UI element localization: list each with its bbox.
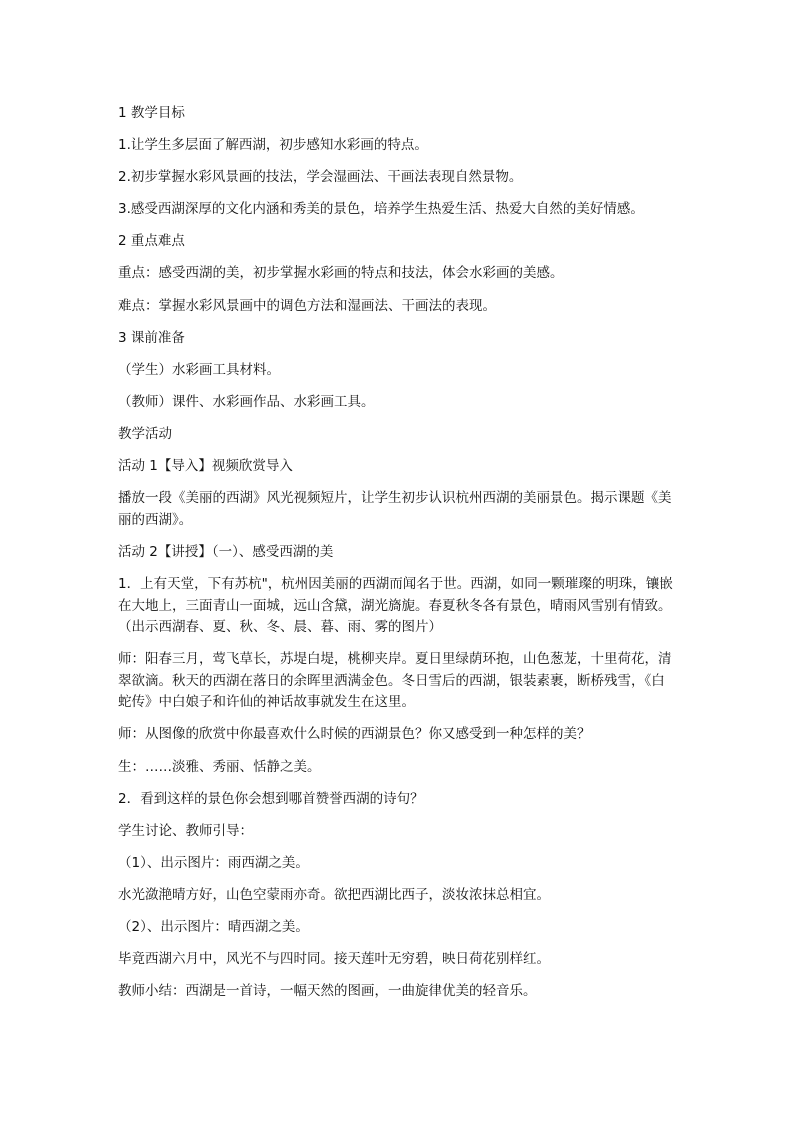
student-answer: 生：……淡雅、秀丽、恬静之美。	[118, 758, 321, 775]
goal-item-1: 1.让学生多层面了解西湖，初步感知水彩画的特点。	[118, 137, 428, 154]
question-2: 2．看到这样的景色你会想到哪首赞誉西湖的诗句？	[118, 790, 424, 807]
discussion-note: 学生讨论、教师引导：	[118, 822, 253, 839]
activity-2-heading: 活动 2【讲授】（一）、感受西湖的美	[118, 543, 334, 560]
teacher-description: 师：阳春三月，莺飞草长，苏堤白堤，桃柳夹岸。夏日里绿荫环抱，山色葱茏，十里荷花，清翠欲滴。秋天的西湖在落日的余晖里洒满金色。冬日雪后的西湖，银装素裹，断桥残雪，《白蛇传》中白娘子和许仙的神话故事就发生在这里。	[118, 651, 672, 711]
section-heading-activities: 教学活动	[118, 425, 172, 442]
poem-sunny-lake: 毕竟西湖六月中，风光不与四时同。接天莲叶无穷碧，映日荷花别样红。	[118, 951, 550, 968]
activity-1-text: 播放一段《美丽的西湖》风光视频短片，让学生初步认识杭州西湖的美丽景色。揭示课题《美丽的西湖》。	[118, 490, 672, 528]
poem-rainy-lake: 水光潋滟晴方好，山色空蒙雨亦奇。欲把西湖比西子，淡妆浓抹总相宜。	[118, 886, 550, 903]
difficult-point: 难点：掌握水彩风景画中的调色方法和湿画法、干画法的表现。	[118, 297, 496, 314]
goal-item-3: 3.感受西湖深厚的文化内涵和秀美的景色，培养学生热爱生活、热爱大自然的美好情感。	[118, 201, 644, 218]
section-heading-teaching-goals: 1 教学目标	[118, 105, 185, 121]
section-heading-key-points: 2 重点难点	[118, 233, 185, 250]
key-point: 重点：感受西湖的美，初步掌握水彩画的特点和技法，体会水彩画的美感。	[118, 265, 564, 282]
goal-item-2: 2.初步掌握水彩风景画的技法，学会湿画法、干画法表现自然景物。	[118, 169, 523, 186]
teacher-question: 师：从图像的欣赏中你最喜欢什么时候的西湖景色？你又感受到一种怎样的美？	[118, 726, 591, 743]
activity-2-paragraph-1: 1．上有天堂，下有苏杭"，杭州因美丽的西湖而闻名于世。西湖，如同一颗璀璨的明珠，镶嵌在大地上，三面青山一面城，远山含黛，湖光旖旎。春夏秋冬各有景色，晴雨风雪别有情致。（出示西湖春、夏、秋、冬、晨、暮、雨、雾的图片）	[118, 575, 673, 636]
picture-sunny-lake: （2）、出示图片：晴西湖之美。	[118, 919, 309, 936]
activity-1-heading: 活动 1【导入】视频欣赏导入	[118, 458, 293, 475]
preparation-teacher: （教师）课件、水彩画作品、水彩画工具。	[118, 393, 375, 410]
section-heading-preparation: 3 课前准备	[118, 329, 185, 346]
document-body	[118, 103, 678, 1013]
picture-rainy-lake: （1）、出示图片：雨西湖之美。	[118, 854, 309, 871]
teacher-summary: 教师小结：西湖是一首诗，一幅天然的图画，一曲旋律优美的轻音乐。	[118, 983, 537, 1000]
preparation-student: （学生）水彩画工具材料。	[118, 361, 280, 378]
